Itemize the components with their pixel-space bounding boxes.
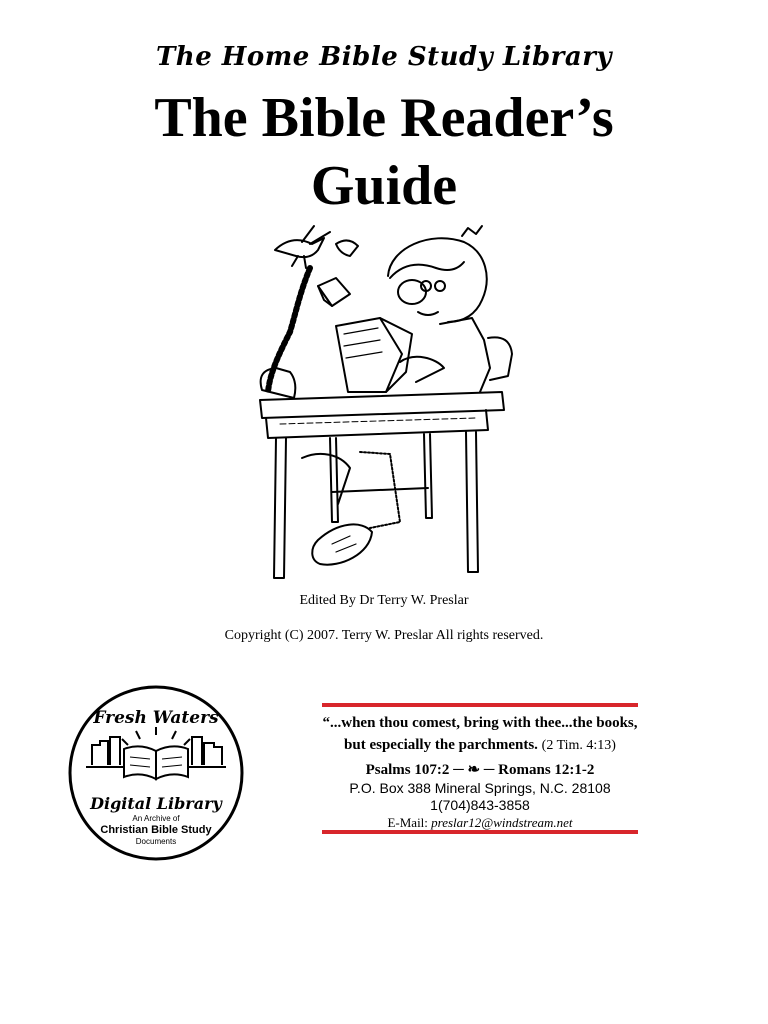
- logo-line-2: Digital Library: [90, 794, 222, 813]
- copyright-notice: Copyright (C) 2007. Terry W. Preslar All rights reserved.: [224, 628, 544, 643]
- open-book-icon: [124, 746, 188, 779]
- logo-line-4: Christian Bible Study: [100, 824, 212, 836]
- title-line-2: Guide: [310, 155, 458, 217]
- fleuron-separator: ─ ❧ ─: [453, 762, 495, 778]
- divider-bottom: [322, 830, 638, 834]
- logo-line-1: Fresh Waters: [93, 708, 219, 728]
- editor-credit: Edited By Dr Terry W. Preslar: [299, 593, 469, 608]
- verse-right: Romans 12:1-2: [498, 762, 595, 778]
- email-address[interactable]: preslar12@windstream.net: [431, 815, 573, 830]
- logo-line-5: Documents: [135, 837, 177, 846]
- page-title: [0, 84, 768, 220]
- logo-emblem: [66, 683, 246, 863]
- verse-references: [282, 760, 678, 779]
- email-line: [282, 815, 678, 831]
- verse-left: Psalms 107:2: [365, 762, 450, 778]
- mailing-address: P.O. Box 388 Mineral Springs, N.C. 28108: [349, 780, 611, 796]
- library-logo: [66, 683, 246, 863]
- series-title: The Home Bible Study Library: [155, 42, 613, 72]
- quote-line-1: “...when thou comest, bring with thee...the books,: [322, 715, 638, 731]
- logo-line-3: An Archive of: [132, 814, 180, 823]
- email-label: E-Mail:: [387, 815, 428, 830]
- scripture-quote: [282, 712, 678, 757]
- quote-line-2: [282, 734, 678, 757]
- quote-line-2-text: but especially the parchments.: [344, 737, 538, 753]
- divider-top: [322, 703, 638, 707]
- phone-number: 1(704)843-3858: [430, 797, 530, 813]
- boy-reading-illustration: [240, 222, 530, 590]
- quote-reference: (2 Tim. 4:13): [541, 738, 616, 753]
- title-line-1: The Bible Reader’s: [154, 87, 614, 149]
